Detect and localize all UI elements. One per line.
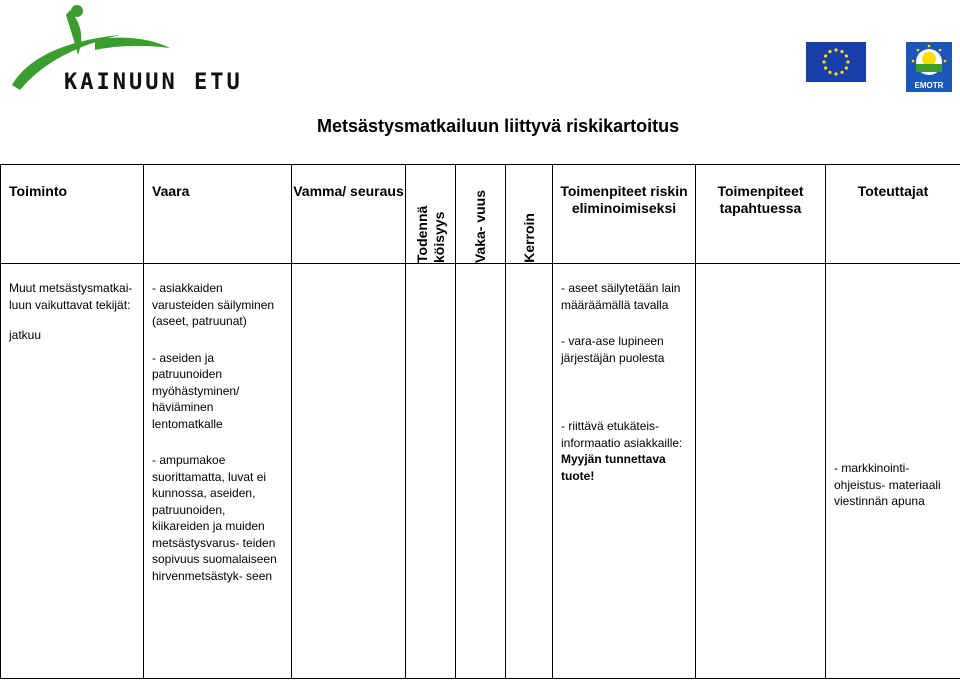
logo-leaf2-icon [95, 38, 170, 50]
header-kerroin: Kerroin [506, 165, 553, 264]
table-header-row [1, 165, 960, 264]
logo-dot-icon [71, 5, 83, 17]
eu-flag-icon [806, 42, 866, 82]
cell-toimenpiteet-riskin [553, 264, 696, 679]
toteuttajat-text: - markkinointi- ohjeistus- materiaali viestinnän apuna [834, 461, 941, 508]
header-vakavuus: Vaka- vuus [456, 165, 506, 264]
header-toimenpiteet-riskin: Toimenpiteet riskin eliminoimiseksi [553, 165, 696, 264]
cell-todennakoisyys [406, 264, 456, 679]
header-todennakoisyys: Todennä köisyys [406, 165, 456, 264]
table-row [1, 264, 960, 679]
cell-toteuttajat [826, 264, 960, 679]
toimenpide-item: - riittävä etukäteis- informaatio asiakkaille: [561, 419, 683, 450]
cell-toiminto [1, 264, 144, 679]
header-toimenpiteet-tapahtuessa: Toimenpiteet tapahtuessa [696, 165, 826, 264]
cell-vamma [292, 264, 406, 679]
jatkuu-text: jatkuu [9, 328, 42, 342]
vaara-item: - ampumakoe suorittamatta, luvat ei kunnossa, aseiden, patruunoiden, kiikareiden ja muiden metsästysvarus- teiden sopivuus suomalaiseen hirvenmetsästyk- seen [152, 453, 277, 583]
logo-text: KAINUUN ETU [64, 70, 243, 95]
header-toiminto: Toiminto [1, 165, 144, 264]
vaara-item: - aseiden ja patruunoiden myöhästyminen/ häviäminen lentomatkalle [152, 350, 240, 431]
vaara-item: - asiakkaiden varusteiden säilyminen (aseet, patruunat) [152, 281, 275, 328]
cell-vaara [144, 264, 292, 679]
risk-table [0, 164, 960, 679]
header-vamma: Vamma/ seuraus [292, 165, 406, 264]
toimenpide-emphasis: Myyjän tunnettava tuote! [561, 452, 666, 483]
header-vaara: Vaara [144, 165, 292, 264]
toiminto-text: Muut metsästysmatkai- luun vaikuttavat tekijät: [9, 281, 133, 312]
header-toteuttajat: Toteuttajat [826, 165, 960, 264]
page-title: Metsästysmatkailuun liittyvä riskikartoitus [317, 116, 680, 136]
emotr-logo [906, 42, 952, 92]
toimenpide-item: - vara-ase lupineen järjestäjän puolesta [561, 334, 665, 365]
toimenpide-item: - aseet säilytetään lain määräämällä tavalla [561, 281, 681, 312]
cell-kerroin [506, 264, 553, 679]
cell-vakavuus [456, 264, 506, 679]
emotr-label: EMOTR [914, 81, 944, 90]
cell-toimenpiteet-tapahtuessa [696, 264, 826, 679]
